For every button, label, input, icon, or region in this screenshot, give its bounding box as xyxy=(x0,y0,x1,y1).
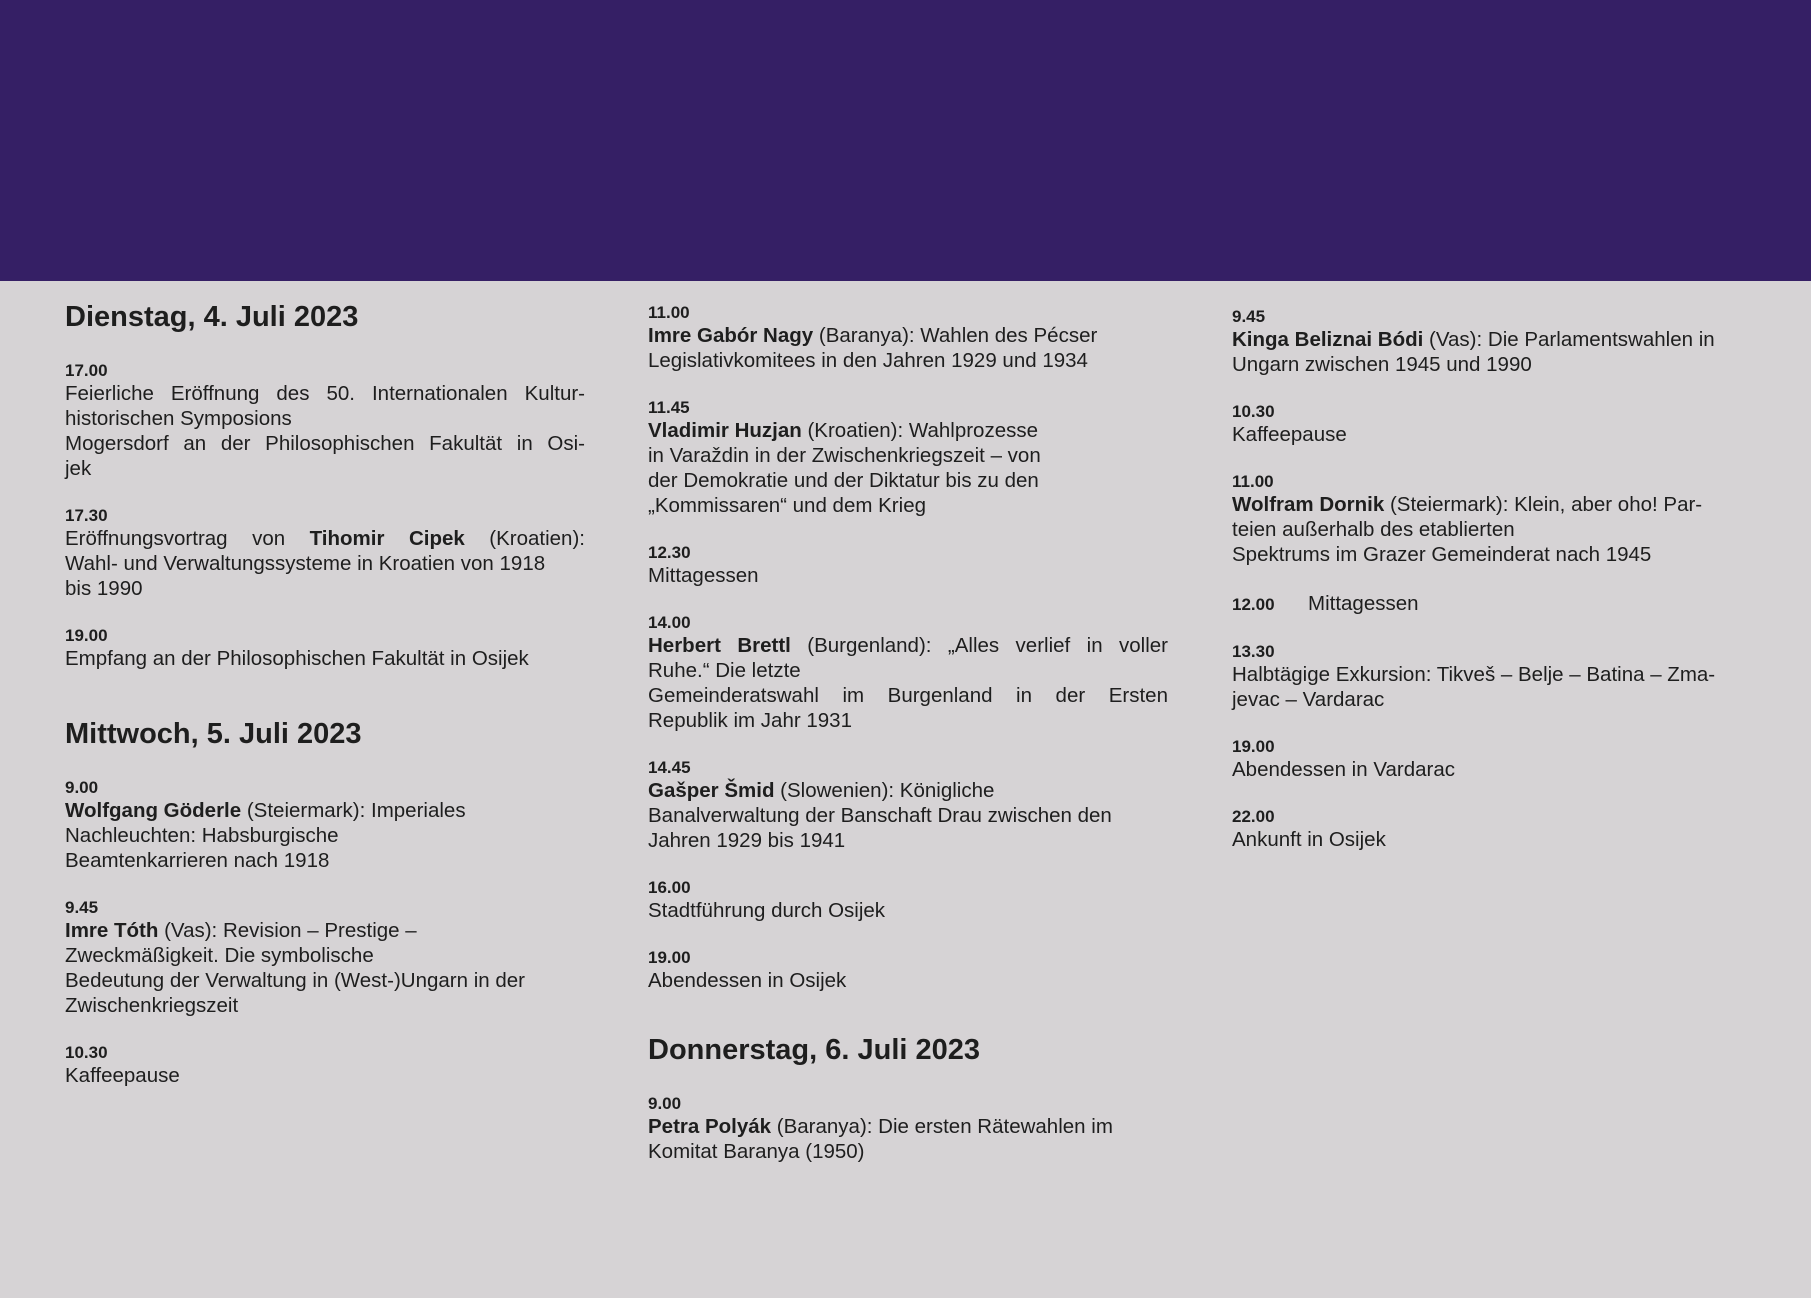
speaker-name: Kinga Beliznai Bódi xyxy=(1232,328,1424,351)
column-2 xyxy=(648,302,1168,1188)
entry-time: 19.00 xyxy=(648,948,691,967)
entry-text: Halbtägige Exkursion: Tikveš – Belje – Batina – Zma- jevac – Vardarac xyxy=(1232,663,1716,711)
entry-text: Vladimir Huzjan (Kroatien): Wahlprozesse in Varaždin in der Zwischenkriegszeit – von der Demokratie und der Diktatur bis zu den „Kommissaren“ und dem Krieg xyxy=(648,419,1041,517)
speaker-name: Herbert Brettl xyxy=(648,634,791,657)
day-heading-tuesday: Dienstag, 4. Juli 2023 xyxy=(65,301,359,333)
speaker-name: Imre Gabór Nagy xyxy=(648,324,814,347)
entry-time: 14.00 xyxy=(648,613,691,632)
entry-time: 17.00 xyxy=(65,361,108,380)
program-entry xyxy=(1232,471,1752,567)
entry-time: 12.00 xyxy=(1232,595,1275,614)
speaker-name: Wolfgang Göderle xyxy=(65,799,242,822)
program-entry xyxy=(1232,591,1752,617)
entry-time: 9.00 xyxy=(65,778,99,797)
speaker-name: Imre Tóth xyxy=(65,919,159,942)
entry-time: 11.00 xyxy=(648,303,690,322)
entry-text: Gašper Šmid (Slowenien): Königliche Banalverwaltung der Banschaft Drau zwischen den Jahren 1929 bis 1941 xyxy=(648,779,1112,852)
entry-text: Eröffnungsvortrag von Tihomir Cipek (Kroatien): Wahl- und Verwaltungssysteme in Kroatien von 1918 bis 1990 xyxy=(65,527,585,600)
program-entry xyxy=(648,947,1168,993)
entry-time: 11.45 xyxy=(648,398,690,417)
program-entry xyxy=(1232,806,1752,852)
program-entry xyxy=(1232,736,1752,782)
program-entry xyxy=(648,757,1168,853)
speaker-name: Petra Polyák xyxy=(648,1115,772,1138)
program-entry xyxy=(65,1042,585,1088)
program-entry xyxy=(648,397,1168,518)
entry-text: Abendessen in Vardarac xyxy=(1232,758,1455,781)
entry-time: 13.30 xyxy=(1232,642,1275,661)
entry-text: Kinga Beliznai Bódi (Vas): Die Parlamentswahlen in Ungarn zwischen 1945 und 1990 xyxy=(1232,328,1715,376)
speaker-name: Tihomir Cipek xyxy=(309,527,465,550)
day-heading-wednesday: Mittwoch, 5. Juli 2023 xyxy=(65,718,362,750)
program-entry xyxy=(648,1093,1168,1164)
entry-text: Wolfram Dornik (Steiermark): Klein, aber oho! Par- teien außerhalb des etablierten Spektrums im Grazer Gemeinderat nach 1945 xyxy=(1232,493,1703,566)
header-banner xyxy=(0,0,1811,281)
entry-time: 9.45 xyxy=(65,898,99,917)
program-entry xyxy=(648,612,1168,733)
program-entry xyxy=(1232,306,1752,377)
entry-text: Abendessen in Osijek xyxy=(648,969,847,992)
program-entry xyxy=(1232,401,1752,447)
program-entry xyxy=(65,777,585,873)
speaker-name: Gašper Šmid xyxy=(648,779,775,802)
entry-text: Kaffeepause xyxy=(65,1064,180,1087)
entry-text: Feierliche Eröffnung des 50. Internationalen Kultur- historischen Symposions Mogersdorf an der Philosophischen Fakultät in Osi- jek xyxy=(65,382,585,480)
entry-time: 19.00 xyxy=(1232,737,1275,756)
entry-time: 10.30 xyxy=(1232,402,1275,421)
entry-time: 19.00 xyxy=(65,626,108,645)
speaker-name: Vladimir Huzjan xyxy=(648,419,802,442)
program-entry xyxy=(648,877,1168,923)
program-entry xyxy=(648,302,1168,373)
program-entry xyxy=(65,505,585,601)
entry-time: 11.00 xyxy=(1232,472,1274,491)
entry-time: 16.00 xyxy=(648,878,691,897)
program-entry xyxy=(648,542,1168,588)
speaker-name: Wolfram Dornik xyxy=(1232,493,1385,516)
entry-text: Mittagessen xyxy=(648,564,759,587)
program-entry xyxy=(65,625,585,671)
entry-text: Imre Tóth (Vas): Revision – Prestige – Zweckmäßigkeit. Die symbolische Bedeutung der Verwaltung in (West-)Ungarn in der Zwischenkriegszeit xyxy=(65,919,525,1017)
column-1 xyxy=(65,300,585,1112)
entry-time: 14.45 xyxy=(648,758,691,777)
day-heading-thursday: Donnerstag, 6. Juli 2023 xyxy=(648,1034,981,1066)
entry-text: Kaffeepause xyxy=(1232,423,1347,446)
program-entry xyxy=(65,897,585,1018)
entry-text: Stadtführung durch Osijek xyxy=(648,899,886,922)
entry-text: Ankunft in Osijek xyxy=(1232,828,1386,851)
entry-time: 17.30 xyxy=(65,506,108,525)
entry-text: Empfang an der Philosophischen Fakultät in Osijek xyxy=(65,647,529,670)
program-entry xyxy=(1232,641,1752,712)
entry-time: 22.00 xyxy=(1232,807,1275,826)
entry-time: 12.30 xyxy=(648,543,691,562)
program-entry xyxy=(65,360,585,481)
entry-text: Mittagessen xyxy=(1308,592,1419,615)
entry-text: Imre Gabór Nagy (Baranya): Wahlen des Pécser Legislativkomitees in den Jahren 1929 und 1934 xyxy=(648,324,1098,372)
entry-time: 9.00 xyxy=(648,1094,682,1113)
entry-time: 9.45 xyxy=(1232,307,1266,326)
entry-text: Wolfgang Göderle (Steiermark): Imperiales Nachleuchten: Habsburgische Beamtenkarrieren nach 1918 xyxy=(65,799,466,872)
entry-text: Petra Polyák (Baranya): Die ersten Rätewahlen im Komitat Baranya (1950) xyxy=(648,1115,1113,1163)
entry-text: Herbert Brettl (Burgenland): „Alles verlief in voller Ruhe.“ Die letzte Gemeinderatswahl im Burgenland in der Ersten Republik im Jahr 1931 xyxy=(648,634,1169,732)
column-3 xyxy=(1232,306,1752,876)
entry-time: 10.30 xyxy=(65,1043,108,1062)
